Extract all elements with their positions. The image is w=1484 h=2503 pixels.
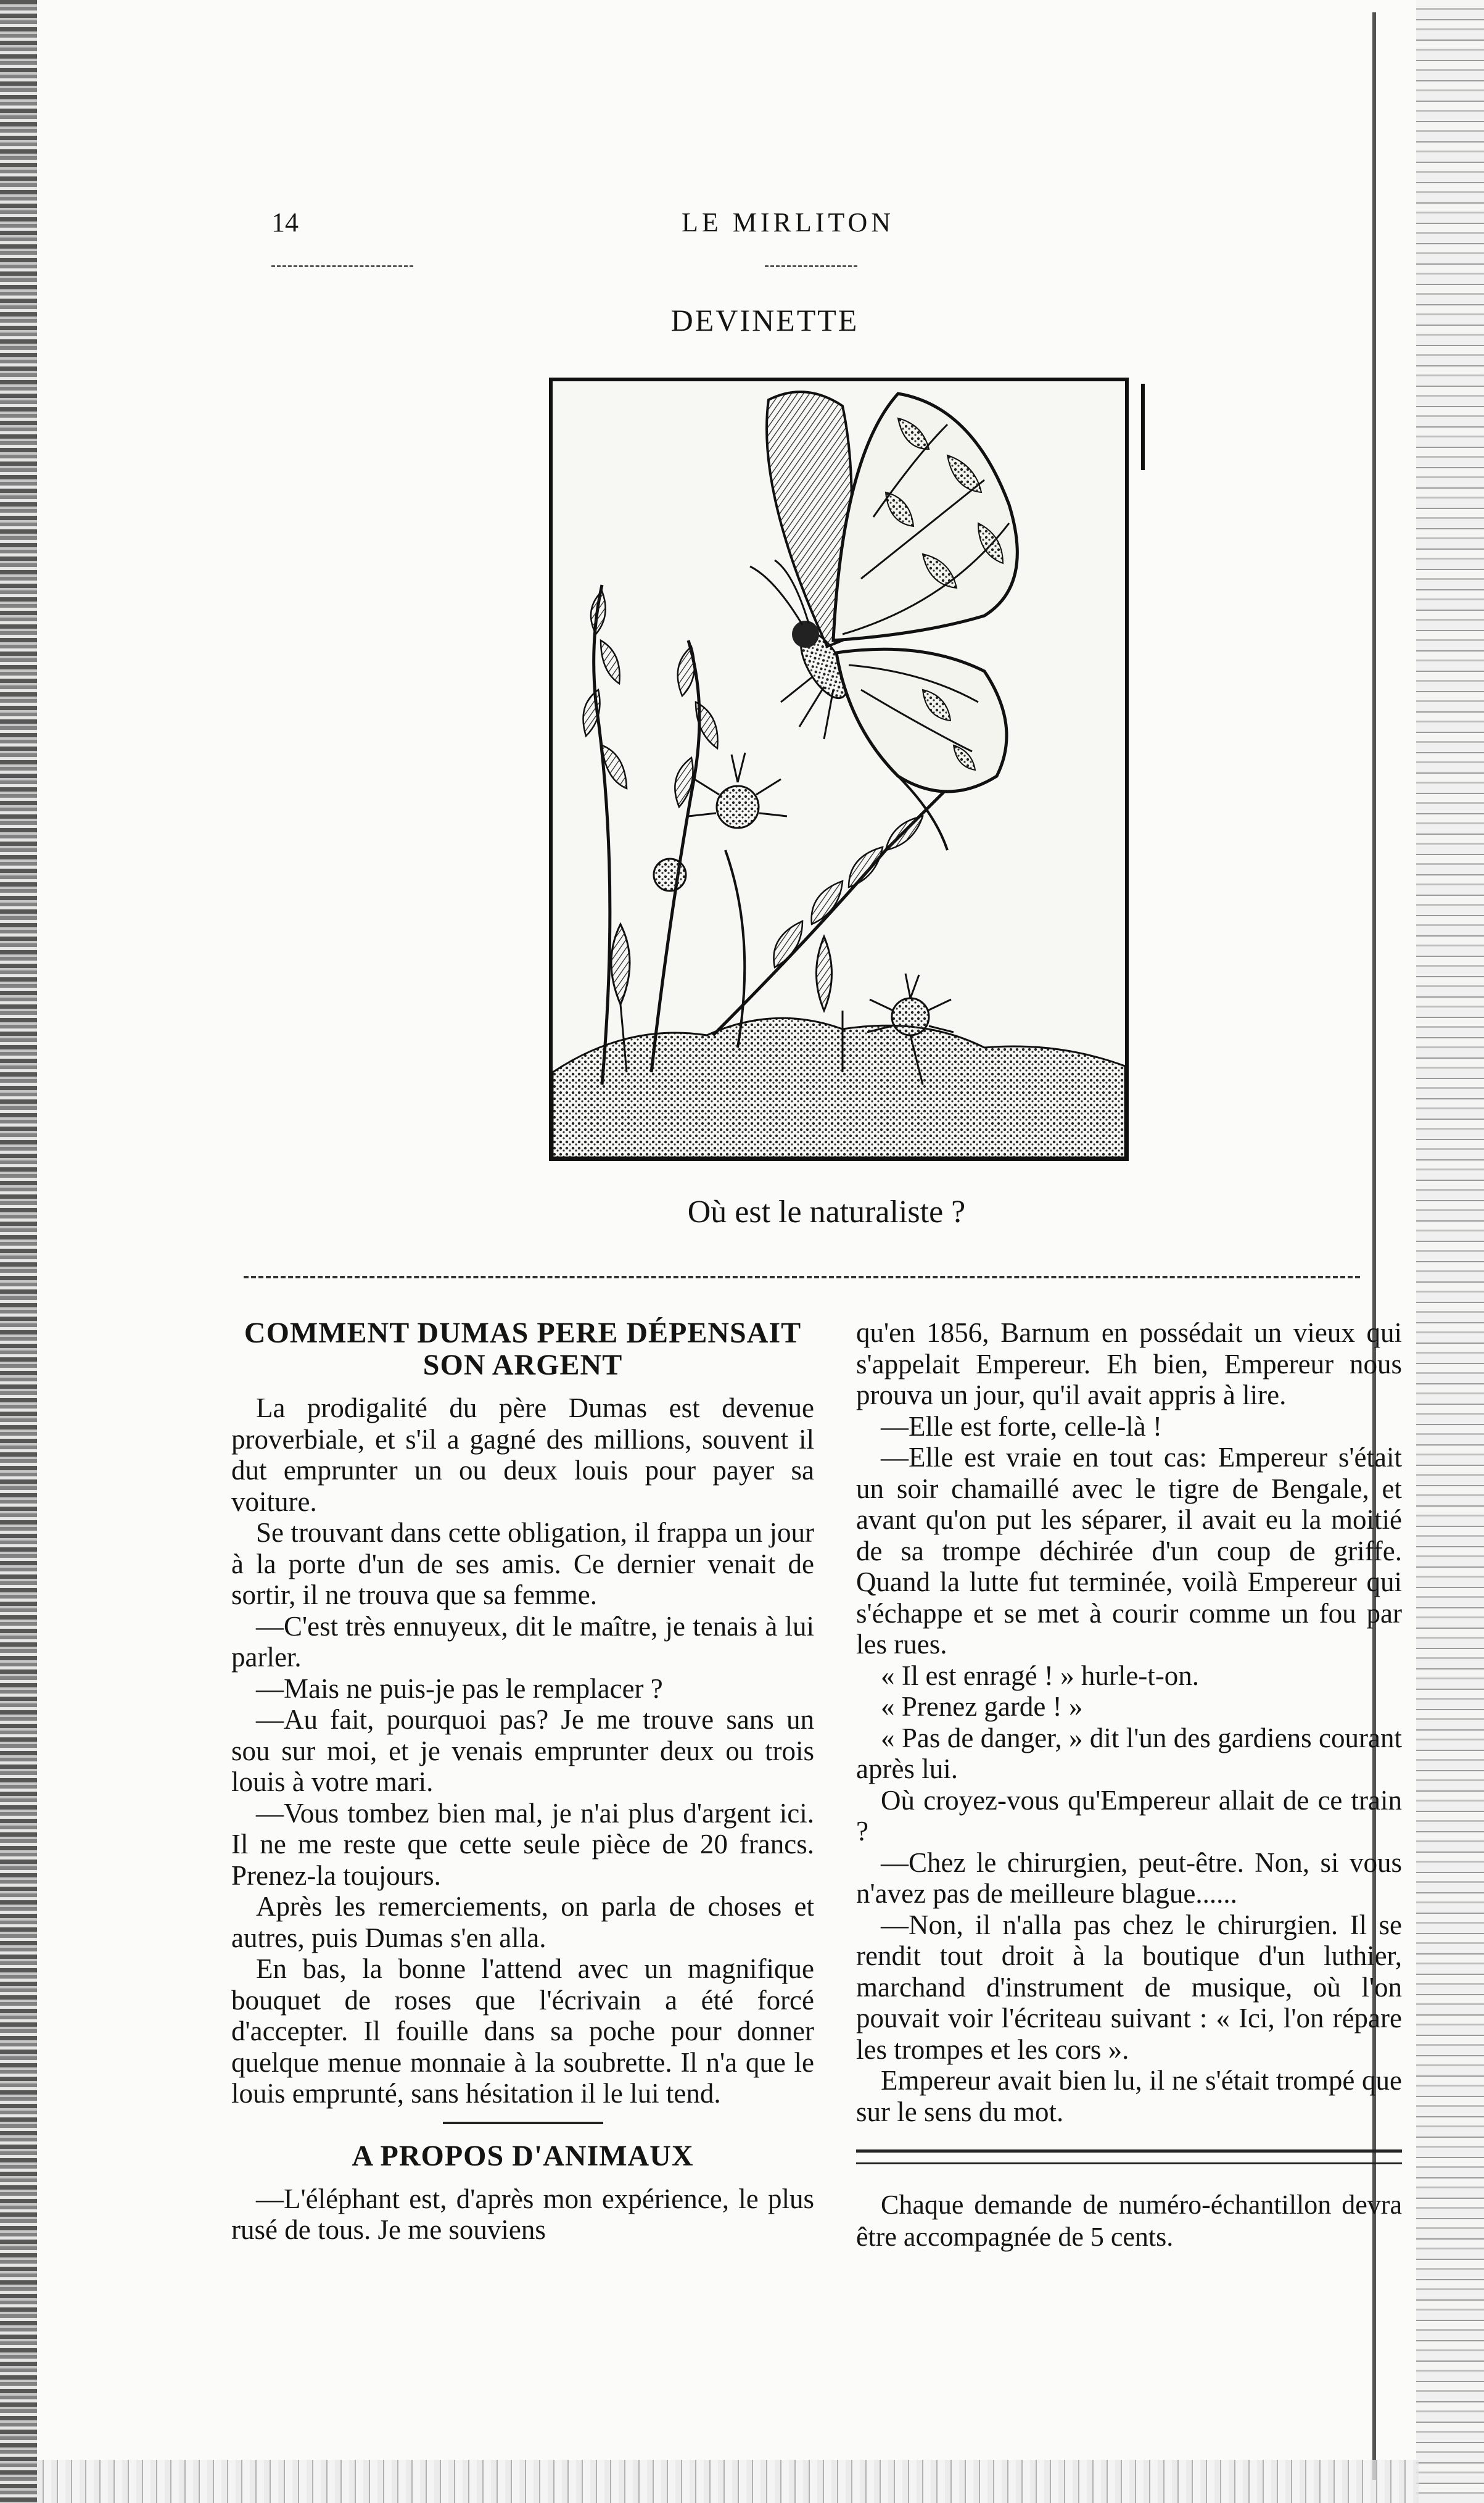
article-animaux-paragraph: Où croyez-vous qu'Empereur allait de ce train ? bbox=[856, 1784, 1402, 1847]
article-dumas-paragraph: Après les remerciements, on parla de choses et autres, puis Dumas s'en alla. bbox=[231, 1891, 814, 1953]
journal-title: LE MIRLITON bbox=[682, 207, 895, 238]
article-animaux-paragraph: —L'éléphant est, d'après mon expérience, le plus rusé de tous. Je me souviens bbox=[231, 2183, 814, 2245]
page-number: 14 bbox=[271, 207, 299, 238]
article-animaux-paragraph: —Non, il n'alla pas chez le chirurgien. Il se rendit tout droit à la boutique d'un luthier, marchand d'instrument de musique, où l'on pouvait voir l'écriteau suivant : « Ici, l'on répare les trompes et les cors ». bbox=[856, 1909, 1402, 2065]
article-separator bbox=[443, 2122, 603, 2124]
article-dumas-paragraph: —Vous tombez bien mal, je n'ai plus d'argent ici. Il ne me reste que cette seule pièce de 20 francs. Prenez-la toujours. bbox=[231, 1797, 814, 1891]
article-animaux-paragraph: « Pas de danger, » dit l'un des gardiens courant après lui. bbox=[856, 1722, 1402, 1784]
scan-edge-bottom bbox=[37, 2460, 1419, 2503]
article-dumas-paragraph: —Au fait, pourquoi pas? Je me trouve sans un sou sur moi, et je venais emprunter deux ou trois louis à votre mari. bbox=[231, 1704, 814, 1797]
article-dumas-paragraph: En bas, la bonne l'attend avec un magnifique bouquet de roses que l'écrivain a été forcé d'accepter. Il fouille dans sa poche pour donner quelque menue monnaie à la soubrette. Il n'a que le louis emprunté, sans hésitation il le lui tend. bbox=[231, 1953, 814, 2109]
article-animaux-paragraph: « Prenez garde ! » bbox=[881, 1691, 1083, 1722]
puzzle-title: DEVINETTE bbox=[670, 303, 859, 337]
butterfly-illustration-icon bbox=[553, 381, 1125, 1157]
article-dumas-paragraph: —Mais ne puis-je pas le remplacer ? bbox=[256, 1673, 663, 1704]
left-column bbox=[231, 1317, 814, 2246]
article-animaux-paragraph: —Chez le chirurgien, peut-être. Non, si vous n'avez pas de meilleure blague...... bbox=[856, 1847, 1402, 1909]
margin-mark bbox=[1141, 384, 1145, 470]
butterfly-engraving bbox=[549, 378, 1129, 1161]
header-rule-left bbox=[271, 265, 413, 267]
article-animaux-paragraph: Empereur avait bien lu, il ne s'était trompé que sur le sens du mot. bbox=[856, 2065, 1402, 2127]
article-animaux-paragraph: « Il est enragé ! » hurle-t-on. bbox=[881, 1660, 1200, 1691]
article-dumas-paragraph: —C'est très ennuyeux, dit le maître, je tenais à lui parler. bbox=[231, 1610, 814, 1673]
article-dumas-title: COMMENT DUMAS PERE DÉPENSAIT SON ARGENT bbox=[244, 1317, 802, 1381]
notice-double-rule bbox=[856, 2149, 1402, 2164]
article-animaux-paragraph: qu'en 1856, Barnum en possédait un vieux qui s'appelait Empereur. Eh bien, Empereur nous prouva un jour, qu'il avait appris à lire. bbox=[856, 1317, 1402, 1410]
article-animaux-paragraph: —Elle est forte, celle-là ! bbox=[881, 1410, 1163, 1442]
article-dumas-paragraph: La prodigalité du père Dumas est devenue proverbiale, et s'il a gagné des millions, souvent il dut emprunter un ou deux louis pour payer sa voiture. bbox=[231, 1392, 814, 1517]
header-rule-center bbox=[765, 265, 857, 267]
article-dumas-paragraph: Se trouvant dans cette obligation, il frappa un jour à la porte d'un de ses amis. Ce dernier venait de sortir, il ne trouva que sa femme. bbox=[231, 1517, 814, 1610]
right-column bbox=[856, 1317, 1402, 2253]
section-divider bbox=[244, 1276, 1360, 1278]
scan-edge-left bbox=[0, 0, 37, 2503]
article-animaux-paragraph: —Elle est vraie en tout cas: Empereur s'était un soir chamaillé avec le tigre de Bengale, et avant qu'on put les séparer, il avait eu la moitié de sa trompe déchirée d'un coup de griffe. Quand la lutte fut terminée, voilà Empereur qui s'échappe et se met à courir comme un fou par les rues. bbox=[856, 1442, 1402, 1660]
puzzle-caption: Où est le naturaliste ? bbox=[687, 1194, 966, 1230]
page-header bbox=[271, 207, 1406, 244]
scan-edge-right bbox=[1416, 0, 1484, 2503]
subscription-notice: Chaque demande de numéro-échantillon devra être accompagnée de 5 cents. bbox=[856, 2190, 1402, 2252]
article-animaux-title: A PROPOS D'ANIMAUX bbox=[352, 2139, 694, 2172]
